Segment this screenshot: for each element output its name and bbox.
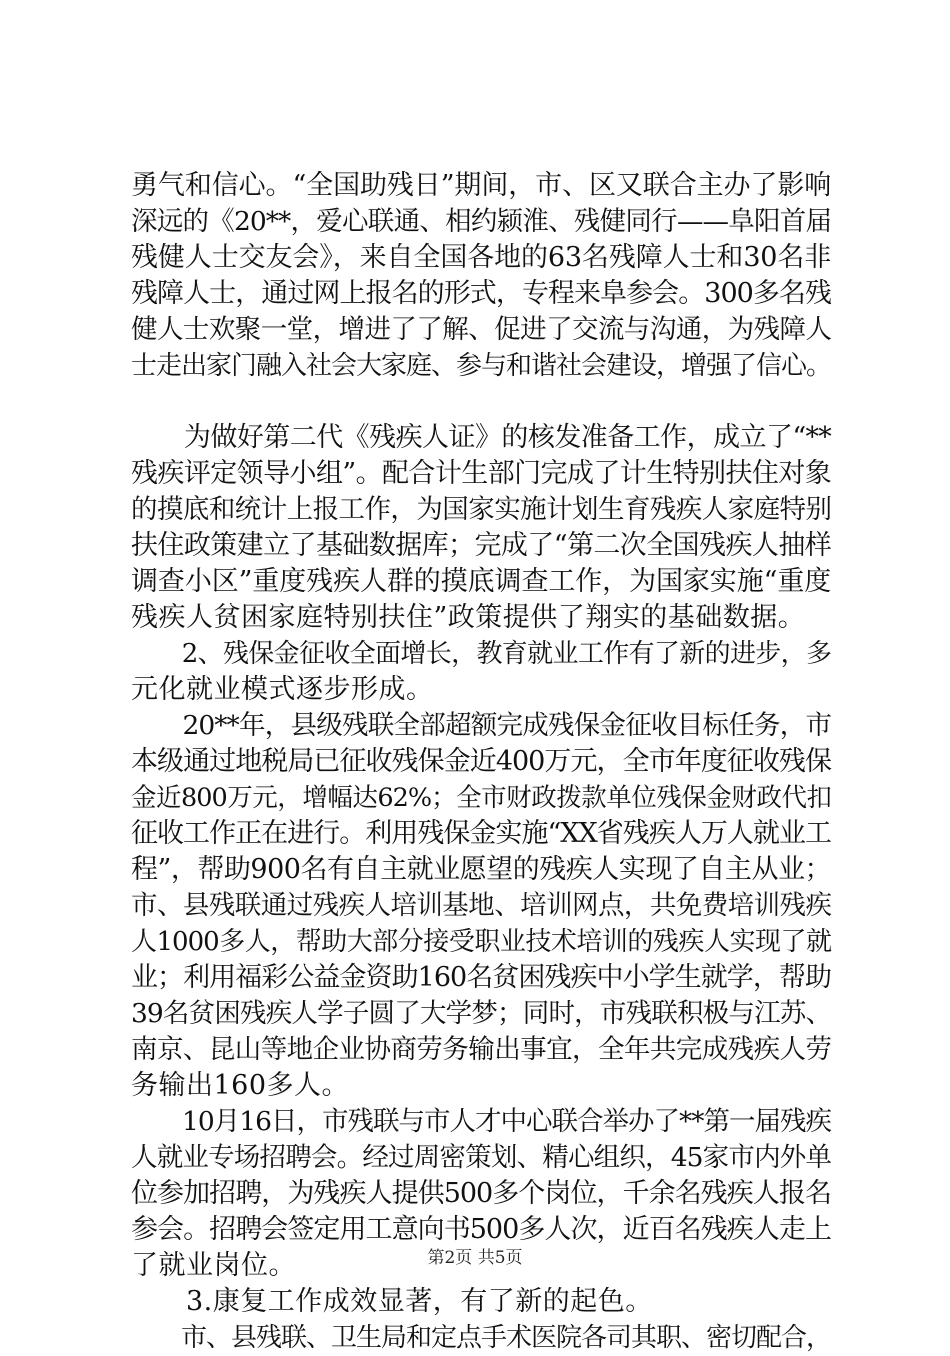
paragraph-4: [131, 708, 831, 1104]
document-body: [131, 168, 831, 1356]
section-heading-2: [131, 636, 831, 708]
text-line: 深远的《20**，爱心联通、相约颍淮、残健同行——阜阳首届: [131, 206, 831, 237]
text-line: 金近800万元，增幅达62%；全市财政拨款单位残保金财政代扣: [131, 783, 831, 813]
text-line: 残疾评定领导小组”。配合计生部门完成了计生特别扶住对象: [131, 458, 831, 489]
text-line: 的摸底和统计上报工作，为国家实施计划生育残疾人家庭特别: [131, 494, 831, 525]
section-heading-3: [131, 1284, 831, 1320]
text-line: 为做好第二代《残疾人证》的核发准备工作，成立了“**: [131, 422, 831, 453]
text-line: 务输出160多人。: [131, 1070, 350, 1101]
text-line: 10月16日，市残联与市人才中心联合举办了**第一届残疾: [131, 1106, 831, 1137]
text-line: 市、县残联通过残疾人培训基地、培训网点，共免费培训残疾: [131, 890, 831, 921]
paragraph-2: [131, 420, 831, 636]
text-line: 20**年，县级残联全部超额完成残保金征收目标任务，市: [131, 710, 831, 741]
text-line: 位参加招聘，为残疾人提供500多个岗位，千余名残疾人报名: [131, 1178, 831, 1209]
text-line: 程”，帮助900名有自主就业愿望的残疾人实现了自主从业；: [131, 854, 831, 885]
text-line: 元化就业模式逐步形成。: [131, 674, 434, 705]
text-line: 了就业岗位。: [131, 1250, 296, 1281]
paragraph-7: [131, 1320, 831, 1356]
text-line: 人就业专场招聘会。经过周密策划、精心组织，45家市内外单: [131, 1142, 831, 1173]
text-line: 39名贫困残疾人学子圆了大学梦；同时，市残联积极与江苏、: [131, 998, 831, 1029]
text-line: 健人士欢聚一堂，增进了了解、促进了交流与沟通，为残障人: [131, 314, 831, 345]
text-line: 勇气和信心。“全国助残日”期间，市、区又联合主办了影响: [131, 170, 831, 201]
text-line: 征收工作正在进行。利用残保金实施“XX省残疾人万人就业工: [131, 818, 831, 849]
text-line: 士走出家门融入社会大家庭、参与和谐社会建设，增强了信心。: [131, 351, 832, 381]
paragraph-1: [131, 168, 831, 384]
text-line: 市、县残联、卫生局和定点手术医院各司其职、密切配合，: [131, 1323, 832, 1353]
text-line: 调查小区”重度残疾人群的摸底调查工作，为国家实施“重度: [131, 566, 831, 597]
text-line: 2、残保金征收全面增长，教育就业工作有了新的进步，多: [131, 639, 831, 669]
text-line: 残健人士交友会》，来自全国各地的63名残障人士和30名非: [131, 242, 831, 273]
text-line: 残疾人贫困家庭特别扶住”政策提供了翔实的基础数据。: [131, 602, 806, 633]
text-line: 本级通过地税局已征收残保金近400万元，全市年度征收残保: [131, 746, 831, 777]
text-line: 人1000多人，帮助大部分接受职业技术培训的残疾人实现了就: [131, 927, 831, 957]
text-line: 南京、昆山等地企业协商劳务输出事宜，全年共完成残疾人劳: [131, 1034, 831, 1065]
text-line: 残障人士，通过网上报名的形式，专程来阜参会。300多名残: [131, 278, 831, 309]
text-line: 参会。招聘会签定用工意向书500多人次，近百名残疾人走上: [131, 1214, 831, 1245]
paragraph-spacer: [131, 384, 831, 420]
page-number-footer: 第2页 共5页: [427, 1248, 523, 1268]
text-line: 业；利用福彩公益金资助160名贫困残疾中小学生就学，帮助: [131, 962, 831, 993]
text-line: 3.康复工作成效显著，有了新的起色。: [131, 1286, 653, 1317]
text-line: 扶住政策建立了基础数据库；完成了“第二次全国残疾人抽样: [131, 530, 831, 561]
